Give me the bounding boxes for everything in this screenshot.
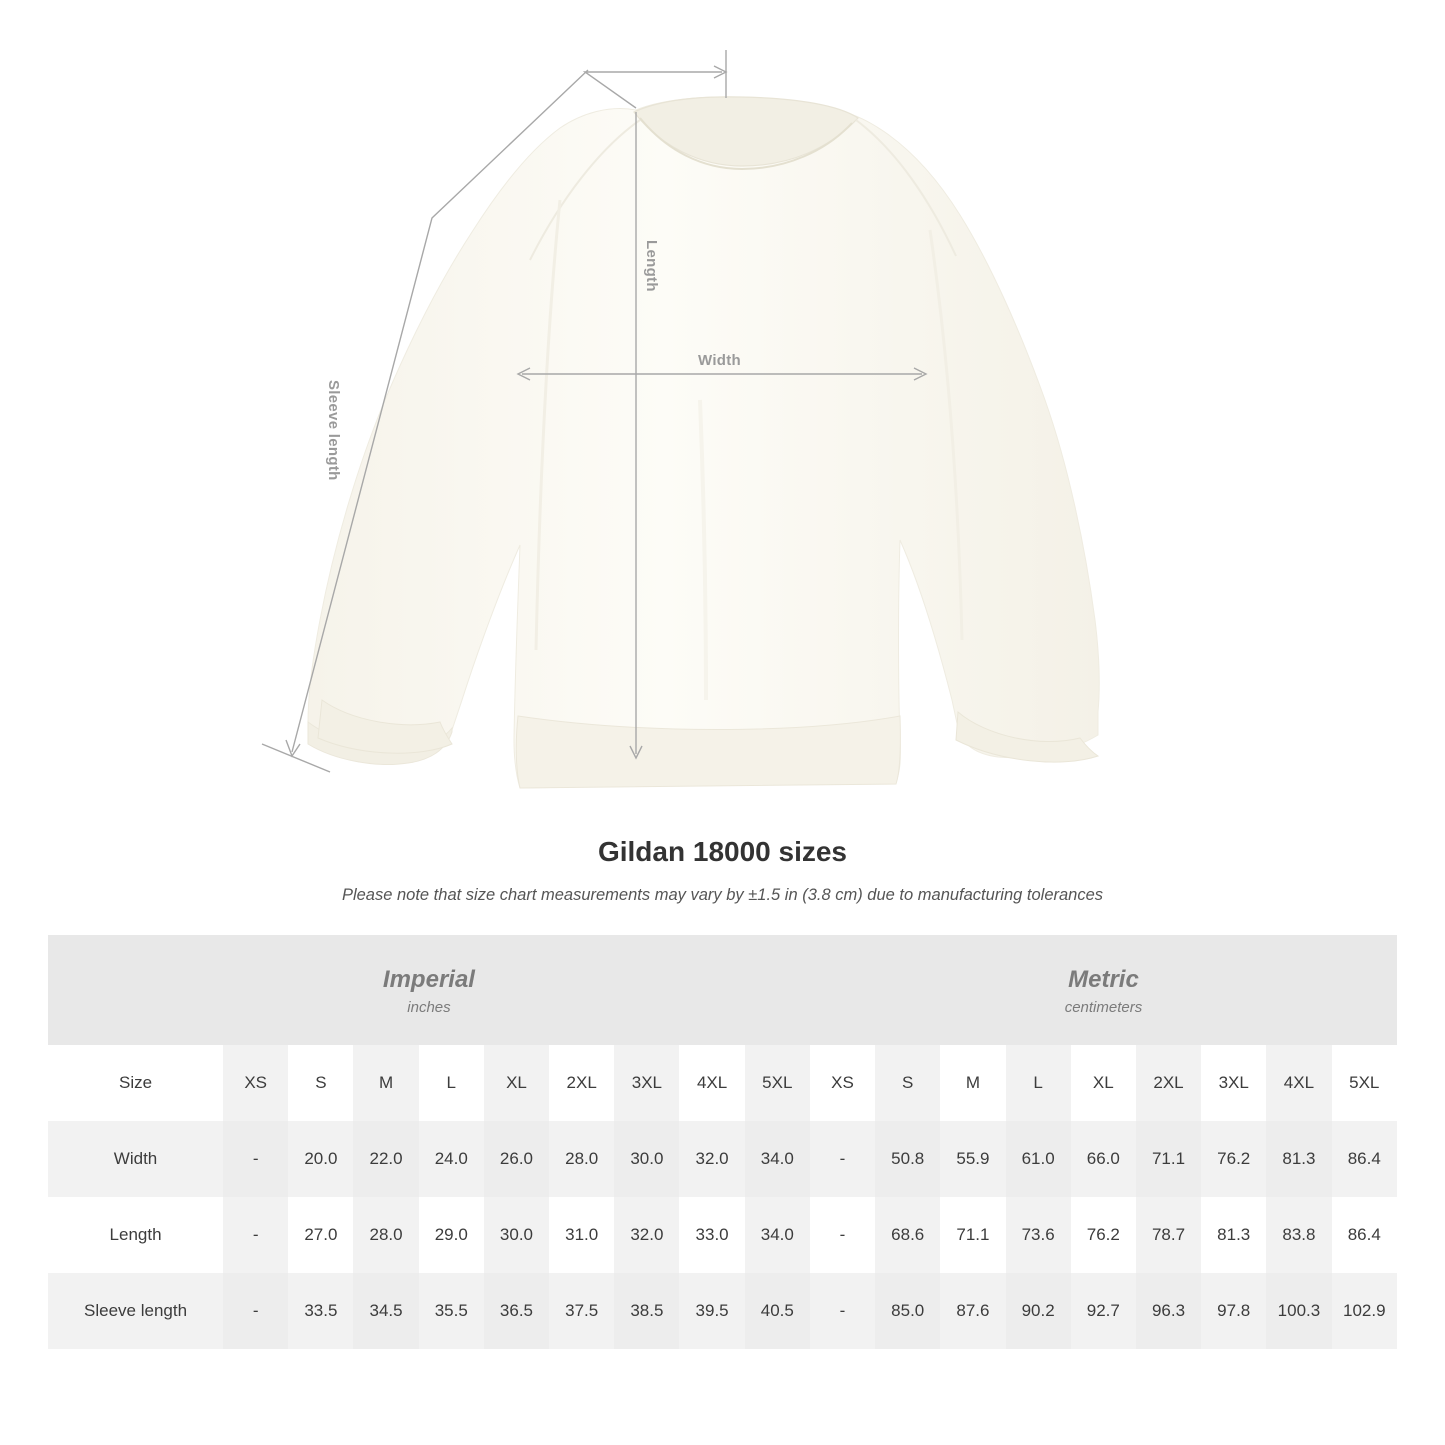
table-row [48,1121,1397,1197]
length-imperial-s: 27.0 [288,1197,353,1273]
header-imperial-3xl: 3XL [614,1045,679,1121]
header-metric-3xl: 3XL [1201,1045,1266,1121]
sleeve-imperial-xs: - [223,1273,288,1349]
sleeve-imperial-s: 33.5 [288,1273,353,1349]
width-dimension-label: Width [698,352,742,369]
sleeve-imperial-xl: 36.5 [484,1273,549,1349]
metric-unit-header [810,935,1397,1045]
row-label-width: Width [48,1121,223,1197]
sleeve-metric-4xl: 100.3 [1266,1273,1331,1349]
width-metric-xl: 66.0 [1071,1121,1136,1197]
length-metric-xs: - [810,1197,875,1273]
width-imperial-3xl: 30.0 [614,1121,679,1197]
sleeve-imperial-5xl: 40.5 [745,1273,810,1349]
header-metric-4xl: 4XL [1266,1045,1331,1121]
sleeve-length-dimension-label: Sleeve length [325,380,342,481]
header-imperial-xs: XS [223,1045,288,1121]
width-metric-l: 61.0 [1006,1121,1071,1197]
sweatshirt-body [308,97,1099,788]
header-metric-l: L [1006,1045,1071,1121]
width-imperial-m: 22.0 [353,1121,418,1197]
length-imperial-5xl: 34.0 [745,1197,810,1273]
width-metric-4xl: 81.3 [1266,1121,1331,1197]
width-imperial-l: 24.0 [419,1121,484,1197]
header-metric-xl: XL [1071,1045,1136,1121]
imperial-unit-header [48,935,810,1045]
length-dimension-label: Length [643,240,660,292]
table-row [48,1273,1397,1349]
header-metric-s: S [875,1045,940,1121]
imperial-unit-title: Imperial [382,965,475,993]
row-label-length: Length [48,1197,223,1273]
length-imperial-3xl: 32.0 [614,1197,679,1273]
sleeve-imperial-3xl: 38.5 [614,1273,679,1349]
header-imperial-xl: XL [484,1045,549,1121]
length-metric-5xl: 86.4 [1332,1197,1397,1273]
width-metric-3xl: 76.2 [1201,1121,1266,1197]
title-block [0,836,1445,905]
header-imperial-l: L [419,1045,484,1121]
header-metric-5xl: 5XL [1332,1045,1397,1121]
metric-unit-subtitle: centimeters [1064,998,1143,1016]
length-metric-2xl: 78.7 [1136,1197,1201,1273]
header-imperial-4xl: 4XL [679,1045,744,1121]
width-metric-s: 50.8 [875,1121,940,1197]
sleeve-imperial-m: 34.5 [353,1273,418,1349]
header-size-label: Size [48,1045,223,1121]
length-metric-4xl: 83.8 [1266,1197,1331,1273]
length-metric-l: 73.6 [1006,1197,1071,1273]
width-imperial-xl: 26.0 [484,1121,549,1197]
width-imperial-5xl: 34.0 [745,1121,810,1197]
length-imperial-m: 28.0 [353,1197,418,1273]
imperial-unit-subtitle: inches [407,998,451,1016]
length-imperial-2xl: 31.0 [549,1197,614,1273]
length-metric-xl: 76.2 [1071,1197,1136,1273]
length-metric-s: 68.6 [875,1197,940,1273]
header-imperial-m: M [353,1045,418,1121]
metric-unit-title: Metric [1068,965,1139,993]
width-metric-5xl: 86.4 [1332,1121,1397,1197]
sleeve-imperial-l: 35.5 [419,1273,484,1349]
width-metric-2xl: 71.1 [1136,1121,1201,1197]
sleeve-metric-s: 85.0 [875,1273,940,1349]
header-imperial-2xl: 2XL [549,1045,614,1121]
length-metric-m: 71.1 [940,1197,1005,1273]
unit-header-row [48,935,1397,1045]
width-metric-xs: - [810,1121,875,1197]
width-imperial-4xl: 32.0 [679,1121,744,1197]
size-header-row [48,1045,1397,1121]
header-metric-2xl: 2XL [1136,1045,1201,1121]
size-table-wrapper [0,935,1445,1349]
length-metric-3xl: 81.3 [1201,1197,1266,1273]
page-title: Gildan 18000 sizes [597,836,848,867]
header-metric-xs: XS [810,1045,875,1121]
header-metric-m: M [940,1045,1005,1121]
length-imperial-l: 29.0 [419,1197,484,1273]
length-imperial-4xl: 33.0 [679,1197,744,1273]
sleeve-metric-l: 90.2 [1006,1273,1071,1349]
length-imperial-xl: 30.0 [484,1197,549,1273]
table-row [48,1197,1397,1273]
width-imperial-2xl: 28.0 [549,1121,614,1197]
sleeve-metric-5xl: 102.9 [1332,1273,1397,1349]
width-imperial-s: 20.0 [288,1121,353,1197]
measurement-note: Please note that size chart measurements may vary by ±1.5 in (3.8 cm) due to manufacturing tolerances [341,886,1104,904]
sleeve-metric-xl: 92.7 [1071,1273,1136,1349]
length-imperial-xs: - [223,1197,288,1273]
sleeve-imperial-4xl: 39.5 [679,1273,744,1349]
sleeve-metric-3xl: 97.8 [1201,1273,1266,1349]
header-imperial-s: S [288,1045,353,1121]
sleeve-metric-2xl: 96.3 [1136,1273,1201,1349]
header-imperial-5xl: 5XL [745,1045,810,1121]
row-label-sleeve-length: Sleeve length [48,1273,223,1349]
width-metric-m: 55.9 [940,1121,1005,1197]
sleeve-imperial-2xl: 37.5 [549,1273,614,1349]
sleeve-metric-xs: - [810,1273,875,1349]
width-imperial-xs: - [223,1121,288,1197]
size-table [48,935,1397,1349]
sleeve-metric-m: 87.6 [940,1273,1005,1349]
